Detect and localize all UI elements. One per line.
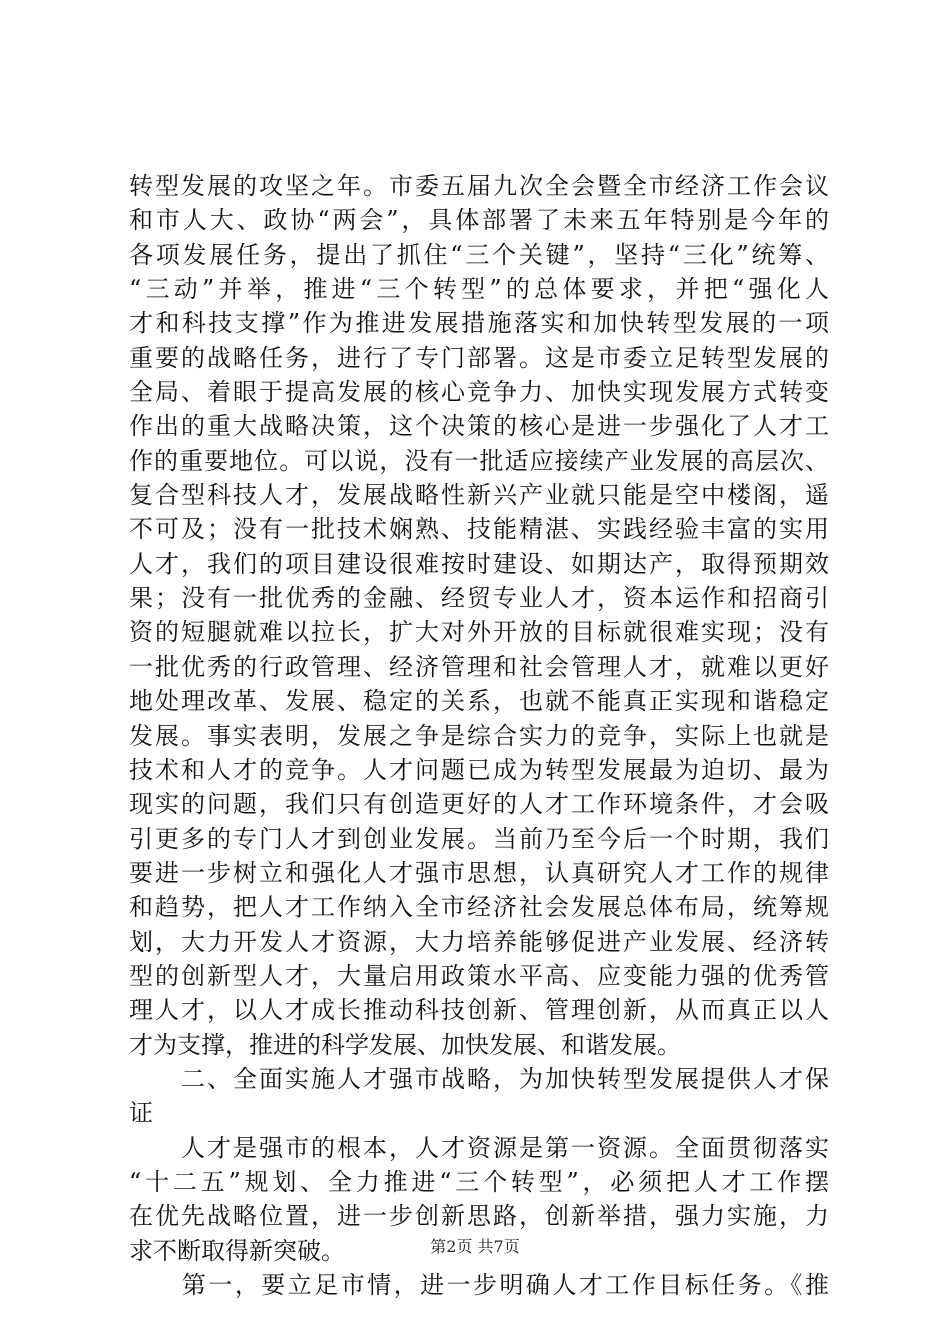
text-line: 求不断取得新突破。 <box>129 1236 345 1265</box>
text-line: 和市人大、政协“两会”，具体部署了未来五年特别是今年的 <box>129 206 829 235</box>
text-line: 型的创新型人才，大量启用政策水平高、应变能力强的优秀管 <box>129 961 829 990</box>
page-footer: 第2页 共7页 <box>430 1237 520 1256</box>
text-line: 各项发展任务，提出了抓住“三个关键”，坚持“三化”统筹、 <box>129 240 829 269</box>
text-line: 人才是强市的根本，人才资源是第一资源。全面贯彻落实 <box>129 1133 829 1162</box>
text-line: 果；没有一批优秀的金融、经贸专业人才，资本运作和招商引 <box>129 584 829 613</box>
text-line: 资的短腿就难以拉长，扩大对外开放的目标就很难实现；没有 <box>129 618 829 647</box>
text-line: 现实的问题，我们只有创造更好的人才工作环境条件，才会吸 <box>129 790 829 819</box>
text-line: 转型发展的攻坚之年。市委五届九次全会暨全市经济工作会议 <box>129 172 829 200</box>
text-line: 全局、着眼于提高发展的核心竞争力、加快实现发展方式转变 <box>129 378 829 407</box>
text-line: 要进一步树立和强化人才强市思想，认真研究人才工作的规律 <box>129 858 829 887</box>
text-line: 发展。事实表明，发展之争是综合实力的竞争，实际上也就是 <box>129 721 829 750</box>
text-line: 在优先战略位置，进一步创新思路，创新举措，强力实施，力 <box>129 1202 829 1231</box>
text-line: 地处理改革、发展、稳定的关系，也就不能真正实现和谐稳定 <box>129 687 829 716</box>
text-line: 人才，我们的项目建设很难按时建设、如期达产，取得预期效 <box>129 549 829 578</box>
text-line: 作出的重大战略决策，这个决策的核心是进一步强化了人才工 <box>129 412 829 441</box>
text-line: 理人才，以人才成长推动科技创新、管理创新，从而真正以人 <box>129 996 829 1025</box>
text-line: 一批优秀的行政管理、经济管理和社会管理人才，就难以更好 <box>129 652 829 681</box>
text-line: 第一，要立足市情，进一步明确人才工作目标任务。《推 <box>129 1271 829 1299</box>
text-line: 重要的战略任务，进行了专门部署。这是市委立足转型发展的 <box>129 343 829 372</box>
text-line: 引更多的专门人才到创业发展。当前乃至今后一个时期，我们 <box>129 824 829 853</box>
text-line: 复合型科技人才，发展战略性新兴产业就只能是空中楼阁，遥 <box>129 481 829 510</box>
text-line: “三动”并举，推进“三个转型”的总体要求，并把“强化人 <box>129 275 829 304</box>
text-line: 才和科技支撑”作为推进发展措施落实和加快转型发展的一项 <box>129 309 829 338</box>
text-line: 作的重要地位。可以说，没有一批适应接续产业发展的高层次、 <box>129 446 829 475</box>
text-line: 和趋势，把人才工作纳入全市经济社会发展总体布局，统筹规 <box>129 893 829 922</box>
text-line: 才为支撑，推进的科学发展、加快发展、和谐发展。 <box>129 1030 681 1059</box>
text-line: 划，大力开发人才资源，大力培养能够促进产业发展、经济转 <box>129 927 829 956</box>
body-text <box>129 169 829 1302</box>
text-line: 不可及；没有一批技术娴熟、技能精湛、实践经验丰富的实用 <box>129 515 829 544</box>
text-line: “十二五”规划、全力推进“三个转型”，必须把人才工作摆 <box>129 1167 829 1196</box>
text-line: 二、全面实施人才强市战略，为加快转型发展提供人才保 <box>129 1064 829 1093</box>
text-line: 证 <box>129 1099 153 1128</box>
text-line: 技术和人才的竞争。人才问题已成为转型发展最为迫切、最为 <box>129 755 829 784</box>
